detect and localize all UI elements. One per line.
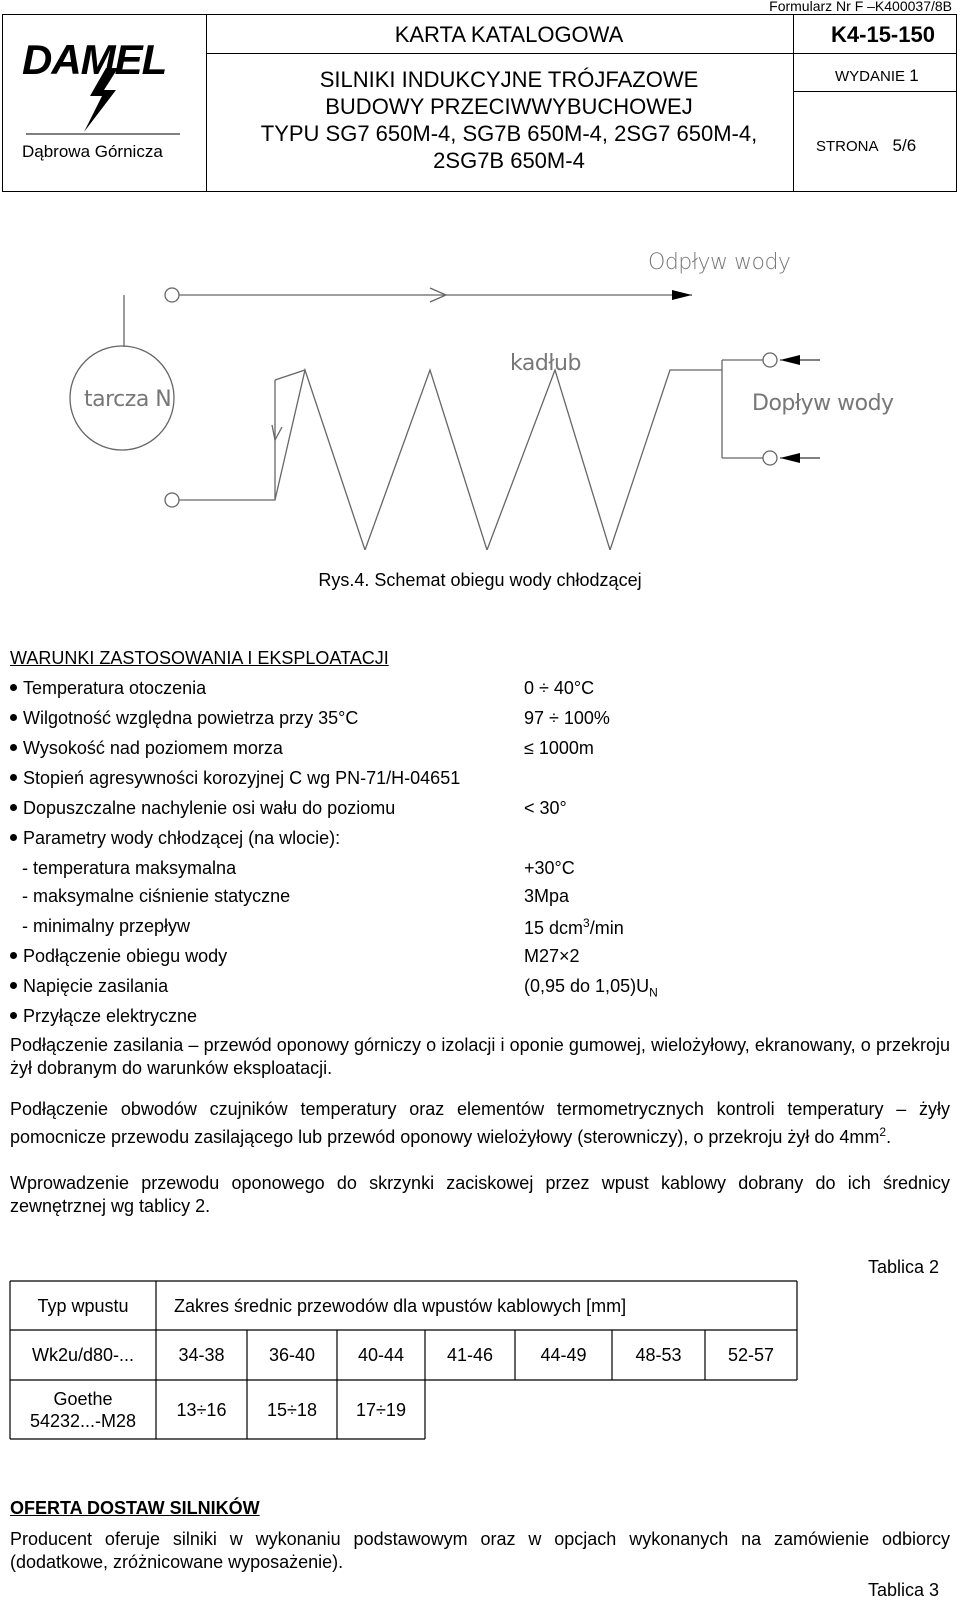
doc-code: K4-15-150 [831, 22, 935, 47]
row2-type-line: 54232...-M28 [29, 1410, 137, 1431]
row2-type-line: Goethe [53, 1388, 113, 1409]
bullet-icon [10, 744, 17, 751]
table2-cell: 13÷16 [176, 1399, 227, 1420]
condition-label: Stopień agresywności korozyjnej C wg PN-71/H-04651 [23, 768, 461, 788]
table2-cell: 15÷18 [267, 1399, 317, 1420]
bullet-icon [10, 804, 17, 811]
table3-caption: Tablica 3 [868, 1580, 940, 1600]
bullet-icon [10, 684, 17, 691]
table2-cell: 41-46 [446, 1345, 494, 1365]
page-number [816, 136, 916, 156]
condition-item [10, 708, 358, 729]
edition [835, 66, 919, 86]
condition-label: Podłączenie obiegu wody [23, 946, 228, 966]
condition-label: Dopuszczalne nachylenie osi wału do poziomu [23, 798, 396, 818]
flow-exp: 3 [583, 916, 590, 930]
condition-label: Przyłącze elektryczne [23, 1006, 198, 1026]
coil-zigzag [179, 370, 722, 550]
title-line: TYPU SG7 650M-4, SG7B 650M-4, 2SG7 650M-4, [260, 121, 758, 146]
bullet-icon [10, 774, 17, 781]
flow-value: 15 dcm [524, 918, 584, 938]
p2-exp: 2 [879, 1125, 887, 1139]
top-port [165, 288, 179, 302]
condition-item [10, 1006, 197, 1027]
edition-label: WYDANIE [835, 68, 906, 85]
label-hull: kadłub [510, 351, 581, 376]
condition-label: Temperatura otoczenia [23, 678, 207, 698]
doc-type-title: KARTA KATALOGOWA [394, 22, 624, 47]
paragraph-cable-gland: Wprowadzenie przewodu oponowego do skrzynki zaciskowej przez wpust kablowy dobrany do ich średnicy zewnętrznej wg tablicy 2. [10, 1173, 950, 1216]
table2-cell: 48-53 [635, 1345, 682, 1365]
flow-unit: /min [589, 918, 624, 938]
product-title [209, 66, 809, 174]
bullet-icon [10, 1012, 17, 1019]
damel-logo [18, 38, 198, 138]
condition-item [10, 828, 340, 849]
table2-header-range: Zakres średnic przewodów dla wpustów kablowych [mm] [174, 1295, 627, 1316]
table2-row2-type [10, 1380, 156, 1439]
bullet-icon [10, 952, 17, 959]
water-param: - maksymalne ciśnienie statyczne [22, 886, 291, 906]
table2-cell: 52-57 [727, 1345, 775, 1365]
bottom-port [165, 493, 179, 507]
conditions-title: WARUNKI ZASTOSOWANIA I EKSPLOATACJI [10, 648, 389, 668]
condition-label: Parametry wody chłodzącej (na wlocie): [23, 828, 341, 848]
water-param: - temperatura maksymalna [22, 858, 237, 878]
offer-text: Producent oferuje silniki w wykonaniu podstawowym oraz w opcjach wykonanych na zamówienie odbiorcy (dodatkowe, zróżnicowane wyposażenie). [10, 1529, 950, 1572]
form-code: Formularz Nr F –K400037/8B [769, 0, 952, 14]
condition-item [10, 768, 460, 789]
title-line: 2SG7B 650M-4 [433, 148, 585, 173]
edition-value: 1 [909, 66, 919, 85]
diagram-caption: Rys.4. Schemat obiegu wody chłodzącej [318, 570, 642, 590]
condition-item [10, 738, 283, 759]
condition-label: Wilgotność względna powietrza przy 35°C [23, 708, 359, 728]
water-param-value: 3Mpa [524, 886, 570, 906]
condition-value: 97 ÷ 100% [524, 708, 610, 728]
table2-header-type: Typ wpustu [37, 1295, 129, 1316]
cooling-diagram [0, 230, 960, 550]
right-port-top [763, 353, 777, 367]
title-line: SILNIKI INDUKCYJNE TRÓJFAZOWE [319, 67, 699, 92]
paragraph-sensor-connection [10, 1098, 950, 1149]
label-outflow: Odpływ wody [648, 250, 791, 275]
table2-cell: 40-44 [357, 1345, 405, 1365]
voltage-sub: N [649, 985, 658, 1000]
voltage-value: (0,95 do 1,05)U [524, 976, 650, 996]
p2-text: Podłączenie obwodów czujników temperatury oraz elementów termometrycznych kontroli temperatury – żyły pomocnicze przewodu zasilającego lub przewód oponowy wielożyłowy (sterowniczy), o przekroju żył do 4mm [10, 1099, 950, 1147]
condition-item [10, 798, 395, 819]
condition-item [10, 976, 168, 997]
page-value: 5/6 [892, 136, 917, 155]
table2-caption: Tablica 2 [868, 1257, 940, 1277]
table2-row1-type: Wk2u/d80-... [31, 1345, 135, 1365]
p2-end: . [886, 1127, 892, 1147]
title-line: BUDOWY PRZECIWWYBUCHOWEJ [325, 94, 693, 119]
water-param-value [524, 916, 624, 939]
condition-item [10, 678, 206, 699]
page-label: STRONA [816, 138, 879, 155]
label-inflow: Dopływ wody [752, 391, 894, 416]
right-port-bottom [763, 451, 777, 465]
bullet-icon [10, 834, 17, 841]
bullet-icon [10, 714, 17, 721]
bullet-icon [10, 982, 17, 989]
table2-cell: 44-49 [540, 1345, 587, 1365]
table2-cell: 34-38 [178, 1345, 225, 1365]
condition-item [10, 946, 227, 967]
condition-label: Wysokość nad poziomem morza [23, 738, 283, 758]
water-param: - minimalny przepływ [22, 916, 191, 936]
condition-value: ≤ 1000m [524, 738, 594, 758]
logo-text: DAMEL [22, 38, 167, 83]
condition-value [524, 976, 658, 1000]
condition-value: 0 ÷ 40°C [524, 678, 595, 698]
logo-city: Dąbrowa Górnicza [22, 142, 163, 161]
table2-cell: 36-40 [268, 1345, 316, 1365]
condition-value: < 30° [524, 798, 567, 818]
table2-cell: 17÷19 [356, 1399, 406, 1420]
paragraph-power-connection: Podłączenie zasilania – przewód oponowy górniczy o izolacji i oponie gumowej, wielożyłowy, ekranowany, o przekroju żył dobranym do warunków eksploatacji. [10, 1035, 950, 1078]
condition-value: M27×2 [524, 946, 580, 966]
water-param-value: +30°C [524, 858, 575, 878]
label-shield: tarcza N [84, 387, 172, 412]
offer-title: OFERTA DOSTAW SILNIKÓW [10, 1498, 260, 1518]
condition-label: Napięcie zasilania [23, 976, 169, 996]
